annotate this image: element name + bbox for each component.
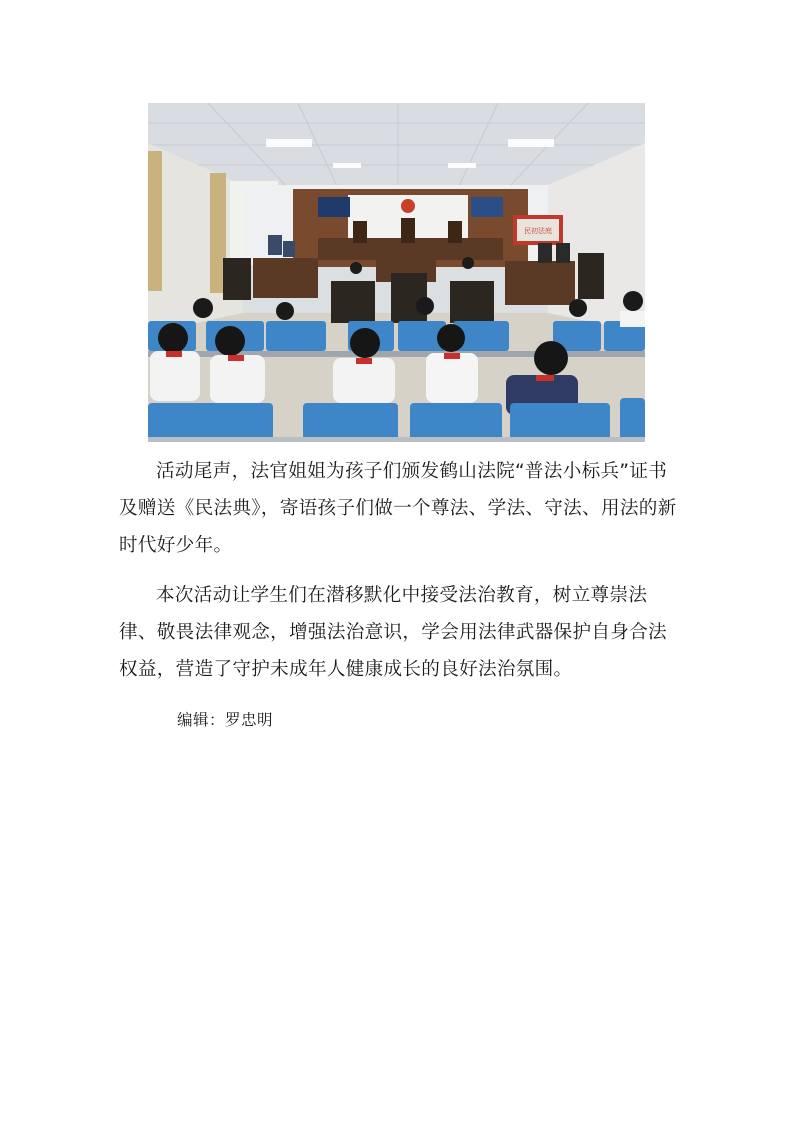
paragraph-summary: 本次活动让学生们在潜移默化中接受法治教育，树立尊崇法律、敬畏法律观念，增强法治意识，学会用法律武器保护自身合法权益，营造了守护未成年人健康成长的良好法治氛围。 bbox=[119, 585, 667, 680]
courtroom-scene bbox=[148, 103, 645, 442]
paragraph-award: 活动尾声，法官姐姐为孩子们颁发鹤山法院“普法小标兵”证书及赠送《民法典》，寄语孩子们做一个尊法、学法、守法、用法的新时代好少年。 bbox=[119, 461, 677, 556]
editor-credit: 编辑：罗忠明 bbox=[177, 711, 274, 729]
screen-caption: 民初法庭 bbox=[524, 227, 552, 235]
courtroom-photo bbox=[148, 103, 645, 442]
